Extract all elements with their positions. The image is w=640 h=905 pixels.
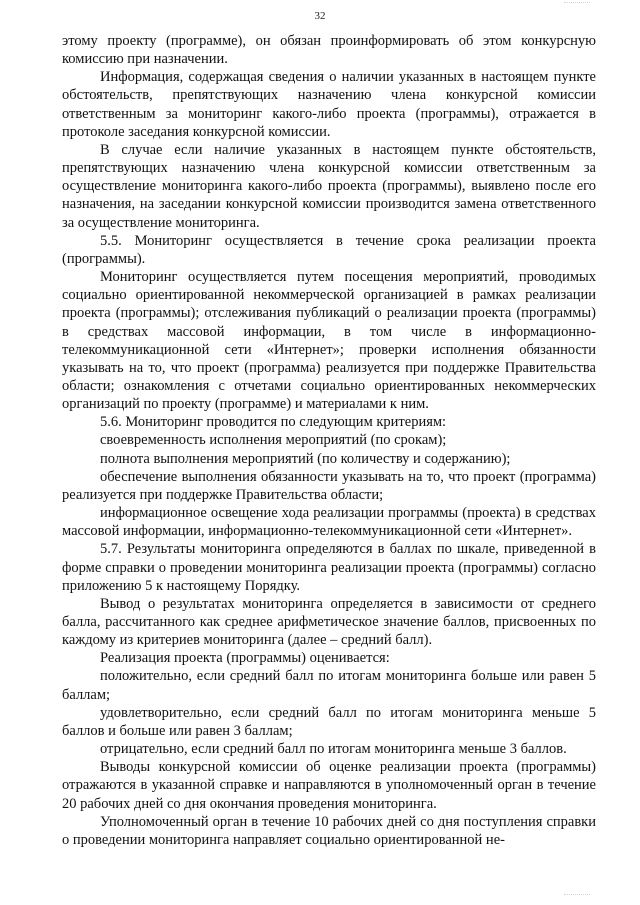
paragraph: 5.5. Мониторинг осуществляется в течение срока реализации проекта (программы).: [62, 232, 596, 267]
paragraph: Выводы конкурсной комиссии об оценке реализации проекта (программы) отражаются в указанной справке и направляются в уполномоченный орган в течение 20 рабочих дней со дня окончания проведения мониторинга.: [62, 759, 596, 812]
criterion-item: своевременность исполнения мероприятий (по срокам);: [100, 432, 447, 449]
assessment-item: положительно, если средний балл по итогам мониторинга больше или равен 5 баллам;: [62, 668, 596, 703]
paragraph: В случае если наличие указанных в настоящем пункте обстоятельств, препятствующих назначению члена конкурсной комиссии ответственным за осуществление мониторинга какого-либо проекта (программы), выявлено после его назначения, на заседании конкурсной комиссии производится замена ответственного за осуществление мониторинга.: [62, 141, 596, 231]
paragraph: Реализация проекта (программы) оценивается:: [100, 650, 390, 667]
paragraph: 5.7. Результаты мониторинга определяются в баллах по шкале, приведенной в форме справки о проведении мониторинга реализации проекта (программы) согласно приложению 5 к настоящему Порядку.: [62, 541, 596, 594]
scan-mark-bottom: [564, 894, 590, 899]
document-body: [62, 32, 596, 849]
page-number: 32: [314, 10, 326, 22]
paragraph: 5.6. Мониторинг проводится по следующим критериям:: [100, 414, 447, 431]
paragraph: Вывод о результатах мониторинга определяется в зависимости от среднего балла, рассчитанного как среднее арифметическое значение баллов, присвоенных по каждому из критериев мониторинга (далее – средний балл).: [62, 595, 596, 649]
paragraph: Уполномоченный орган в течение 10 рабочих дней со дня поступления справки о проведении мониторинга направляет социально ориентированной не-: [62, 813, 596, 848]
paragraph: Мониторинг осуществляется путем посещения мероприятий, проводимых социально ориентированной некоммерческой организацией в рамках реализации проекта (программы); отслеживания публикаций о реализации проекта (программы) в средствах массовой информации, в том числе в информационно-телекоммуникационной сети «Интернет»; проверки исполнения обязанности указывать на то, что проект (программа) реализуется при поддержке Правительства области; ознакомления с отчетами социально ориентированных некоммерческих организаций по проекту (программе) и материалами к ним.: [62, 269, 596, 413]
paragraph: этому проекту (программе), он обязан проинформировать об этом конкурсную комиссию при назначении.: [62, 33, 596, 68]
scan-mark-top: [564, 2, 590, 7]
criterion-item: информационное освещение хода реализации программы (проекта) в средствах массовой информации, информационно-телекоммуникационной сети «Интернет».: [62, 505, 596, 540]
criterion-item: обеспечение выполнения обязанности указывать на то, что проект (программа) реализуется при поддержке Правительства области;: [62, 468, 596, 503]
assessment-item: удовлетворительно, если средний балл по итогам мониторинга меньше 5 баллов и больше или равен 3 баллам;: [62, 704, 596, 739]
paragraph: Информация, содержащая сведения о наличии указанных в настоящем пункте обстоятельств, препятствующих назначению члена конкурсной комиссии ответственным за мониторинг какого-либо проекта (программы), отражается в протоколе заседания конкурсной комиссии.: [62, 69, 596, 140]
assessment-item: отрицательно, если средний балл по итогам мониторинга меньше 3 баллов.: [100, 741, 567, 758]
criterion-item: полнота выполнения мероприятий (по количеству и содержанию);: [100, 450, 511, 467]
